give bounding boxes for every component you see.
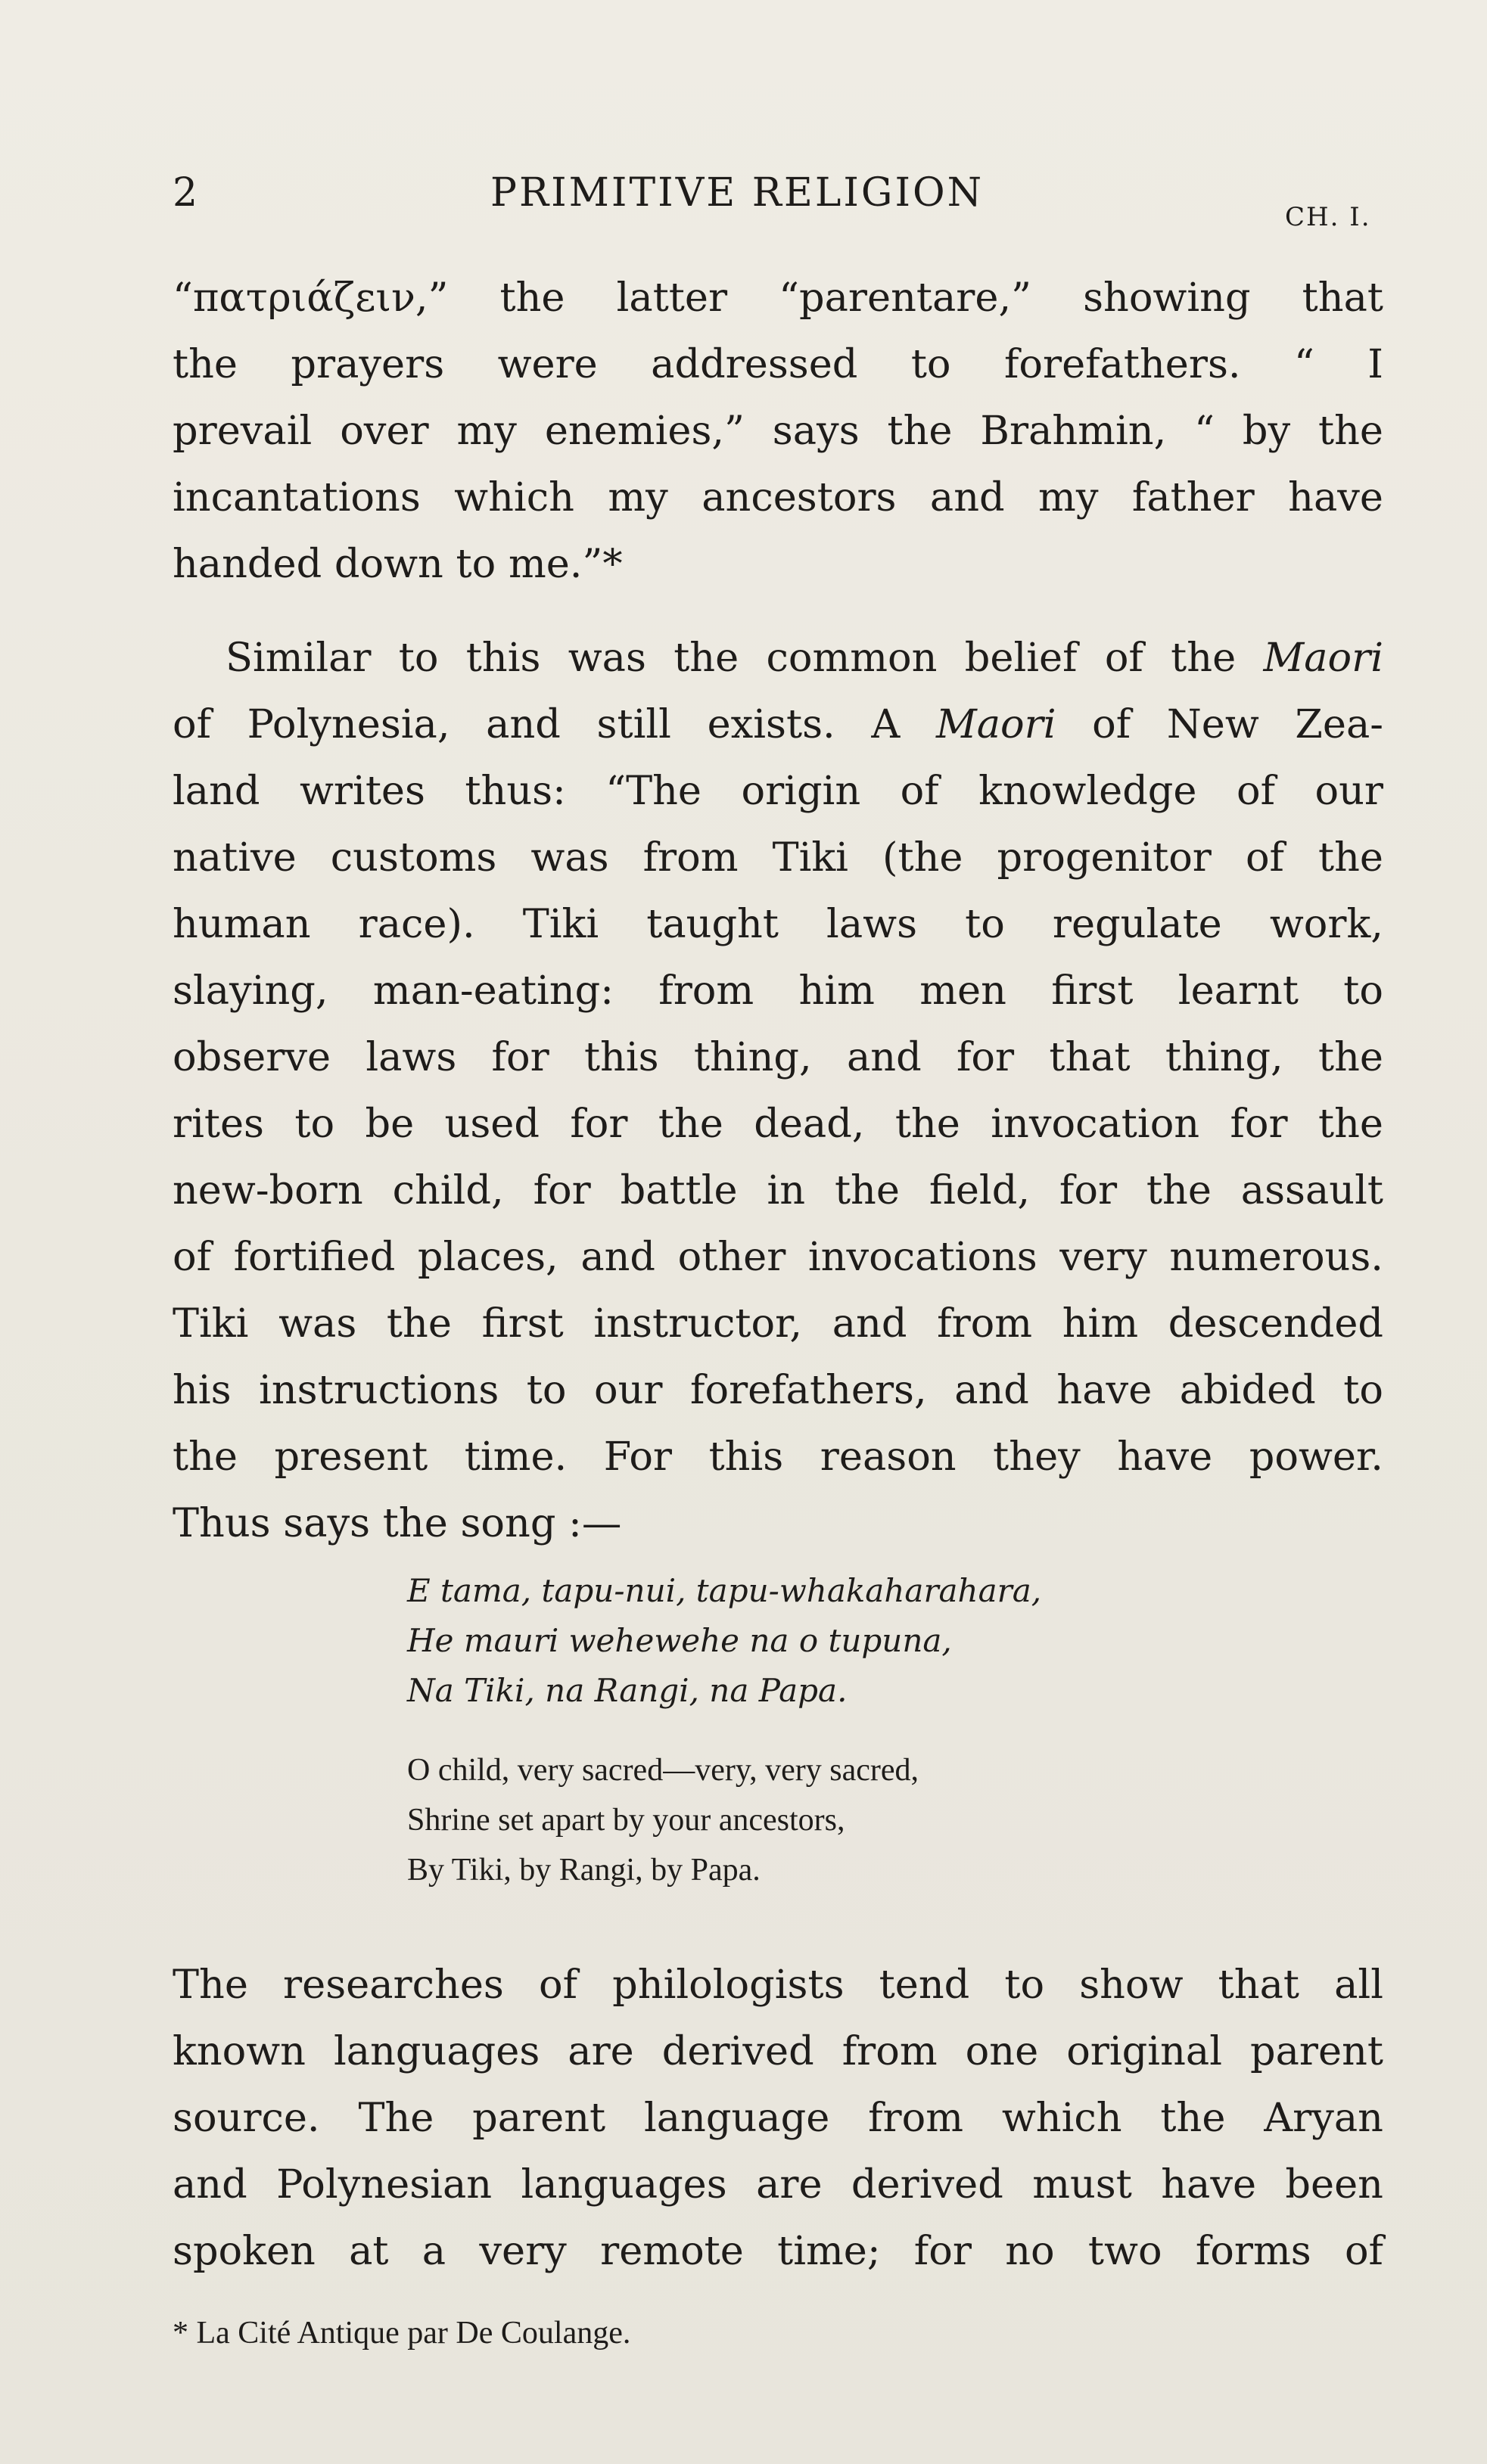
text-line: the present time. For this reason they have power. bbox=[173, 1434, 1383, 1480]
paragraph-1 bbox=[173, 265, 1383, 598]
translation-line: Shrine set apart by your ancestors, bbox=[407, 1803, 845, 1838]
page-header bbox=[173, 170, 1383, 231]
verse-translation bbox=[407, 1745, 919, 1895]
text-segment: of Polynesia, and still exists. A bbox=[173, 701, 936, 747]
footnote: * La Cité Antique par De Coulange. bbox=[173, 2316, 631, 2351]
text-line: land writes thus: “The origin of knowledge of our bbox=[173, 768, 1383, 814]
paragraph-2 bbox=[173, 625, 1383, 1557]
page-number: 2 bbox=[173, 170, 199, 216]
text-line: known languages are derived from one original parent bbox=[173, 2028, 1383, 2074]
text-line: prevail over my enemies,” says the Brahmin, “ by the bbox=[173, 408, 1383, 454]
verse-line: Na Tiki, na Rangi, na Papa. bbox=[407, 1672, 848, 1709]
translation-line: By Tiki, by Rangi, by Papa. bbox=[407, 1853, 761, 1888]
main-text-block bbox=[173, 265, 1383, 1557]
paragraph-3 bbox=[173, 1952, 1383, 2285]
text-line bbox=[173, 691, 1383, 758]
text-line: his instructions to our forefathers, and have abided to bbox=[173, 1367, 1383, 1413]
running-title: PRIMITIVE RELIGION bbox=[490, 170, 985, 216]
text-line: slaying, man-eating: from him men first learnt to bbox=[173, 968, 1383, 1014]
text-line: observe laws for this thing, and for that thing, the bbox=[173, 1034, 1383, 1080]
translation-line: O child, very sacred—very, very sacred, bbox=[407, 1753, 919, 1788]
text-line: Tiki was the first instructor, and from him descended bbox=[173, 1300, 1383, 1347]
text-line: of fortified places, and other invocations very numerous. bbox=[173, 1234, 1383, 1280]
verse-line: E tama, tapu-nui, tapu-whakaharahara, bbox=[407, 1572, 1042, 1609]
text-line: The researches of philologists tend to show that all bbox=[173, 1962, 1383, 2008]
text-line: rites to be used for the dead, the invocation for the bbox=[173, 1101, 1383, 1147]
maori-term: Maori bbox=[1263, 635, 1383, 681]
text-line: spoken at a very remote time; for no two forms of bbox=[173, 2228, 1383, 2274]
text-line: human race). Tiki taught laws to regulate work, bbox=[173, 901, 1383, 947]
text-line: the prayers were addressed to forefathers. “ I bbox=[173, 341, 1383, 387]
text-segment: Similar to this was the common belief of the bbox=[226, 635, 1264, 681]
maori-verse bbox=[407, 1566, 1041, 1716]
text-line: and Polynesian languages are derived must have been bbox=[173, 2161, 1383, 2208]
text-segment: of New Zea- bbox=[1056, 701, 1383, 747]
chapter-reference: CH. I. bbox=[1285, 202, 1371, 232]
maori-term: Maori bbox=[935, 701, 1056, 747]
text-line: handed down to me.”* bbox=[173, 541, 623, 587]
text-line bbox=[173, 625, 1383, 691]
verse-line: He mauri wehewehe na o tupuna, bbox=[407, 1622, 952, 1659]
text-line: source. The parent language from which the Aryan bbox=[173, 2095, 1383, 2141]
text-line: “πατριάζειν,” the latter “parentare,” showing that bbox=[173, 275, 1383, 321]
text-line: incantations which my ancestors and my father have bbox=[173, 474, 1383, 520]
text-line: native customs was from Tiki (the progenitor of the bbox=[173, 834, 1383, 881]
text-line: new-born child, for battle in the field, for the assault bbox=[173, 1167, 1383, 1213]
text-line: Thus says the song :— bbox=[173, 1500, 622, 1546]
